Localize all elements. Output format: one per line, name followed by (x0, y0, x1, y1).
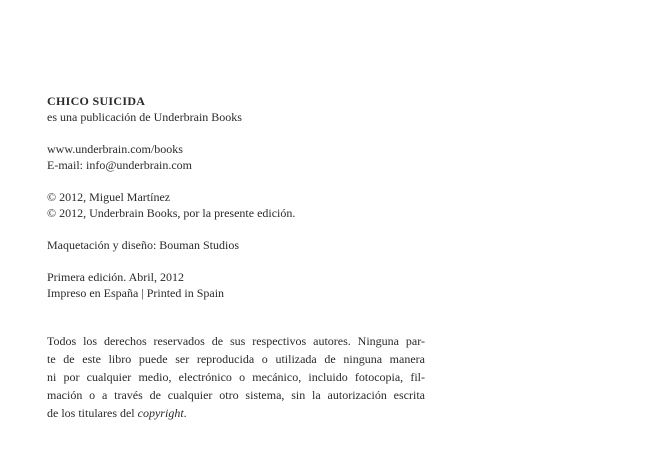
first-edition: Primera edición. Abril, 2012 (47, 270, 184, 284)
printed-in: Impreso en España | Printed in Spain (47, 286, 225, 300)
contact-block (47, 141, 192, 173)
rights-notice (47, 332, 425, 422)
rights-line-prefix: de los titulares del (47, 406, 138, 420)
publisher-line: es una publicación de Underbrain Books (47, 110, 242, 124)
author-copyright: © 2012, Miguel Martínez (47, 190, 171, 204)
rights-line: te de este libro puede ser reproducida o utilizada de ninguna manera (47, 352, 425, 366)
credits-block (47, 237, 239, 253)
book-title: CHICO SUICIDA (47, 94, 146, 108)
copyright-block (47, 189, 295, 221)
edition-block (47, 269, 224, 301)
rights-line: Todos los derechos reservados de sus respectivos autores. Ninguna par- (47, 334, 425, 348)
rights-line: ni por cualquier medio, electrónico o mecánico, incluido fotocopia, fil- (47, 370, 425, 384)
rights-line: mación o a través de cualquier otro sistema, sin la autorización escrita (47, 388, 425, 402)
copyright-word: copyright (137, 406, 184, 420)
layout-design-credit: Maquetación y diseño: Bouman Studios (47, 238, 239, 252)
rights-line-last (47, 404, 425, 422)
publisher-copyright: © 2012, Underbrain Books, por la presente edición. (47, 206, 296, 220)
rights-line-suffix: . (183, 406, 187, 420)
title-block (47, 93, 242, 125)
email-address: E-mail: info@underbrain.com (47, 158, 193, 172)
website-url: www.underbrain.com/books (47, 142, 183, 156)
